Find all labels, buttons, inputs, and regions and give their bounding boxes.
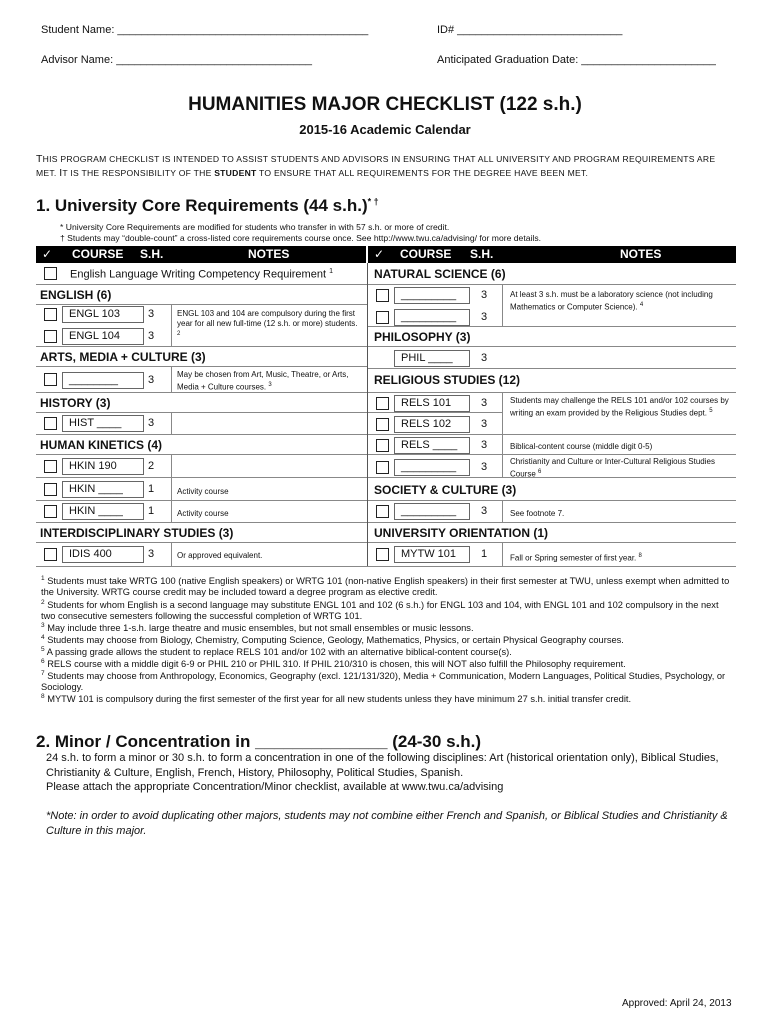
footnote-text: Students may choose from Biology, Chemistry, Computing Science, Geology, Mathematics, Physics, or certain Physical Geography courses. (47, 635, 624, 646)
soc-course[interactable]: _________ (394, 503, 470, 520)
section2-note: *Note: in order to avoid duplicating other majors, students may not combine either French and Spanish, or Biblical Studies and Christianity & Culture in this major. (46, 810, 728, 837)
idis400-course: IDIS 400 (62, 546, 144, 563)
row-divider (36, 454, 367, 455)
ns2-sh: 3 (480, 311, 488, 323)
ns2-checkbox[interactable] (376, 311, 389, 324)
rels3-course[interactable]: RELS ____ (394, 437, 470, 454)
hist-course[interactable]: HIST ____ (62, 415, 144, 432)
elwc-text: English Language Writing Competency Requirement (70, 268, 326, 281)
footnote-text: Students must take WRTG 100 (native English speakers) or WRTG 101 (non-native English speakers) in their first semester at TWU, unless exempt when admitted to the University. WRTG course credit may be included toward a degree program as elective credit. (41, 576, 730, 598)
left-column-header (36, 246, 366, 263)
mytw-note (510, 551, 730, 564)
rels-note (510, 396, 730, 419)
notes-divider (502, 392, 503, 477)
row-divider (36, 477, 367, 478)
row-divider (368, 434, 736, 435)
engl-note-sup: 2 (177, 331, 181, 337)
row-divider (368, 368, 736, 369)
idis400-checkbox[interactable] (44, 548, 57, 561)
rels4-sh: 3 (480, 461, 488, 473)
footnote-2 (41, 597, 731, 623)
ns1-checkbox[interactable] (376, 289, 389, 302)
hkin190-course: HKIN 190 (62, 458, 144, 475)
row-divider (368, 412, 502, 413)
row-divider (36, 412, 367, 413)
hkin190-checkbox[interactable] (44, 460, 57, 473)
engl104-course: ENGL 104 (62, 328, 144, 345)
rels-note-text: Students may challenge the RELS 101 and/or 102 courses by writing an exam provided by the Religious Studies dept. (510, 396, 729, 418)
notes-divider (171, 304, 172, 346)
table-bottom (36, 566, 736, 567)
engl-note (177, 309, 362, 342)
notes-divider (502, 500, 503, 522)
engl103-sh: 3 (147, 308, 155, 320)
row-divider (36, 304, 367, 305)
hist-sh: 3 (147, 417, 155, 429)
footnote-num: 8 (41, 693, 45, 700)
sh-header-right: S.H. (470, 247, 494, 261)
notes-divider (502, 284, 503, 326)
footnote-num: 3 (41, 622, 45, 629)
row-divider (36, 522, 367, 523)
page-title: HUMANITIES MAJOR CHECKLIST (122 s.h.) (188, 94, 582, 115)
rels4-note-sup: 6 (538, 469, 542, 475)
engl-note-text: ENGL 103 and 104 are compulsory during the first year for all new full-time (12 s.h. or more) students. (177, 309, 358, 328)
student-name-field: Student Name: _________________________________________ (41, 24, 369, 36)
row-divider (368, 522, 736, 523)
hkin2-checkbox[interactable] (44, 483, 57, 496)
intro-cap2: I (59, 167, 63, 179)
rels4-checkbox[interactable] (376, 461, 389, 474)
rels-note-sup: 5 (709, 408, 713, 414)
rels3-note: Biblical-content course (middle digit 0-5) (510, 442, 653, 451)
section1-note1: * University Core Requirements are modified for students who transfer in with 57 s.h. or more of credit. (60, 222, 450, 232)
phil-course[interactable]: PHIL ____ (394, 350, 470, 367)
soc-sh: 3 (480, 505, 488, 517)
mytw-course: MYTW 101 (394, 546, 470, 563)
section2-title: 2. Minor / Concentration in ______________ (24-30 s.h.) (36, 732, 482, 751)
notes-divider (171, 412, 172, 434)
engl104-checkbox[interactable] (44, 330, 57, 343)
row-divider (368, 284, 736, 285)
phil-sh: 3 (480, 352, 488, 364)
group-religious-studies: RELIGIOUS STUDIES (12) (374, 373, 521, 387)
row-divider (36, 434, 367, 435)
arts-note (177, 370, 362, 393)
group-interdisciplinary: INTERDISCIPLINARY STUDIES (3) (40, 526, 234, 540)
mytw-note-sup: 8 (638, 553, 642, 559)
notes-divider (171, 454, 172, 522)
group-human-kinetics: HUMAN KINETICS (4) (40, 438, 162, 452)
ns2-course[interactable]: _________ (394, 309, 470, 326)
intro-line2-end: TO ENSURE THAT ALL REQUIREMENTS FOR THE DEGREE HAVE BEEN MET. (256, 168, 589, 178)
row-divider (368, 346, 736, 347)
group-natural-science: NATURAL SCIENCE (6) (374, 267, 506, 281)
group-society-culture: SOCIETY & CULTURE (3) (374, 483, 517, 497)
hkin3-sh: 1 (147, 505, 155, 517)
rels4-note-text: Christianity and Culture or Inter-Cultural Religious Studies Course (510, 457, 715, 479)
ns-note-text: At least 3 s.h. must be a laboratory science (not including Mathematics or Computer Science). (510, 290, 713, 312)
rels102-course: RELS 102 (394, 416, 470, 433)
footnote-text: Students for whom English is a second language may substitute ENGL 101 and 102 (6 s.h.) for ENGL 103 and 104, with ENGL 101 and 102 compulsory in the next two consecutive semesters following the successful completion of WRTG 101. (41, 600, 719, 622)
section1-note2: † Students may “double-count” a cross-listed core requirements course once. See http://www.twu.ca/advising/ for more details. (60, 233, 541, 243)
arts-note-text: May be chosen from Art, Music, Theatre, or Arts, Media + Culture courses. (177, 370, 349, 392)
footnote-text: Students may choose from Anthropology, Economics, Geography (excl. 121/131/320), Media + Communication, Modern Languages, Political Studies, Psychology, or Sociology. (41, 671, 726, 693)
row-divider (36, 284, 367, 285)
intro-line2: T IS THE RESPONSIBILITY OF THE (62, 168, 215, 178)
id-field: ID# ___________________________ (437, 24, 623, 36)
course-header-right: COURSE (400, 247, 452, 261)
group-english: ENGLISH (6) (40, 288, 112, 302)
elwc-sup: 1 (329, 268, 333, 275)
idis400-sh: 3 (147, 548, 155, 560)
mytw-sh: 1 (480, 548, 488, 560)
rels4-course[interactable]: _________ (394, 459, 470, 476)
ns-note (510, 290, 730, 313)
page-subtitle: 2015-16 Academic Calendar (299, 122, 471, 137)
soc-note: See footnote 7. (510, 509, 565, 518)
intro-cap: T (36, 153, 43, 165)
group-history: HISTORY (3) (40, 396, 111, 410)
footnote-num: 1 (41, 575, 45, 582)
footnote-text: RELS course with a middle digit 6-9 or PHIL 210 or PHIL 310. If PHIL 210/310 is chosen, this will NOT also fulfill the Philosophy requirement. (47, 659, 626, 670)
row-divider (368, 454, 736, 455)
row-divider (368, 500, 736, 501)
footnote-text: May include three 1-s.h. large theatre and music ensembles, but not small ensembles or music lessons. (47, 623, 474, 634)
row-divider (36, 500, 367, 501)
sh-header: S.H. (140, 247, 164, 261)
section1-title (36, 196, 379, 216)
rels101-checkbox[interactable] (376, 397, 389, 410)
rels102-sh: 3 (480, 418, 488, 430)
rels3-checkbox[interactable] (376, 439, 389, 452)
check-header: ✓ (42, 247, 53, 261)
elwc-label (70, 268, 333, 281)
arts-note-sup: 3 (268, 382, 272, 388)
notes-header-right: NOTES (620, 247, 662, 261)
advisor-name-field: Advisor Name: ________________________________ (41, 54, 312, 66)
footnote-num: 4 (41, 634, 45, 641)
row-divider (36, 392, 367, 393)
check-header-right: ✓ (374, 247, 385, 261)
hkin190-sh: 2 (147, 460, 155, 472)
footnote-7 (41, 668, 731, 694)
row-divider (368, 477, 736, 478)
row-divider (36, 366, 367, 367)
intro-met: MET. (36, 168, 60, 178)
footnote-text: MYTW 101 is compulsory during the first semester of the first year for all new students unless they have minimum 27 s.h. initial transfer credit. (47, 694, 632, 705)
hkin3-note: Activity course (177, 509, 229, 518)
arts-sh: 3 (147, 374, 155, 386)
soc-checkbox[interactable] (376, 505, 389, 518)
arts-checkbox[interactable] (44, 373, 57, 386)
row-divider (368, 392, 736, 393)
approved-date: Approved: April 24, 2013 (622, 998, 732, 1009)
intro-text (36, 152, 736, 180)
rels101-course: RELS 101 (394, 395, 470, 412)
section1-title-text: 1. University Core Requirements (44 s.h.) (36, 196, 368, 215)
row-divider (368, 542, 736, 543)
hkin2-note: Activity course (177, 487, 229, 496)
rels3-sh: 3 (480, 439, 488, 451)
ns1-course[interactable]: _________ (394, 287, 470, 304)
footnote-text: A passing grade allows the student to replace RELS 101 and/or 102 with an alternative biblical-content course(s). (46, 647, 512, 658)
graduation-date-field: Anticipated Graduation Date: ______________________ (437, 54, 716, 66)
footnote-8 (41, 691, 731, 705)
section2-attach: Please attach the appropriate Concentration/Minor checklist, available at www.twu.ca/advising (46, 781, 504, 793)
group-university-orientation: UNIVERSITY ORIENTATION (1) (374, 526, 549, 540)
mytw-note-text: Fall or Spring semester of first year. (510, 553, 637, 563)
row-divider (368, 326, 736, 327)
elwc-checkbox[interactable] (44, 267, 57, 280)
footnote-1 (41, 573, 731, 599)
ns-note-sup: 4 (639, 302, 644, 308)
group-arts: ARTS, MEDIA + CULTURE (3) (40, 350, 206, 364)
hkin2-sh: 1 (147, 483, 155, 495)
notes-divider (171, 542, 172, 566)
footnote-num: 6 (41, 658, 45, 665)
course-header: COURSE (72, 247, 124, 261)
engl103-checkbox[interactable] (44, 308, 57, 321)
mytw-checkbox[interactable] (376, 548, 389, 561)
section1-title-sup: * † (367, 196, 379, 207)
footnote-num: 7 (41, 670, 45, 677)
idis-note: Or approved equivalent. (177, 551, 263, 560)
hkin3-checkbox[interactable] (44, 505, 57, 518)
group-philosophy: PHILOSOPHY (3) (374, 330, 471, 344)
engl104-sh: 3 (147, 330, 155, 342)
row-divider (36, 542, 367, 543)
intro-line1: HIS PROGRAM CHECKLIST IS INTENDED TO ASSIST STUDENTS AND ADVISORS IN ENSURING THAT ALL UNIVERSITY AND PROGRAM REQUIREMENTS ARE (42, 154, 716, 164)
engl103-course: ENGL 103 (62, 306, 144, 323)
section2-body: 24 s.h. to form a minor or 30 s.h. to form a concentration in one of the following disciplines: Art (historical orientation only), Biblical Studies, Christianity & Culture, English, French, History, Philosophy, Political Studies, Spanish. (46, 752, 719, 779)
rels101-sh: 3 (480, 397, 488, 409)
hist-checkbox[interactable] (44, 417, 57, 430)
hkin3-course[interactable]: HKIN ____ (62, 503, 144, 520)
arts-course[interactable]: ________ (62, 372, 144, 389)
footnote-num: 2 (41, 599, 45, 606)
notes-divider (502, 542, 503, 566)
notes-divider (171, 366, 172, 392)
hkin2-course[interactable]: HKIN ____ (62, 481, 144, 498)
right-column-header (368, 246, 736, 263)
ns1-sh: 3 (480, 289, 488, 301)
row-divider (36, 346, 367, 347)
footnote-num: 5 (41, 646, 45, 653)
notes-header: NOTES (248, 247, 290, 261)
intro-student: STUDENT (214, 168, 257, 178)
rels102-checkbox[interactable] (376, 418, 389, 431)
